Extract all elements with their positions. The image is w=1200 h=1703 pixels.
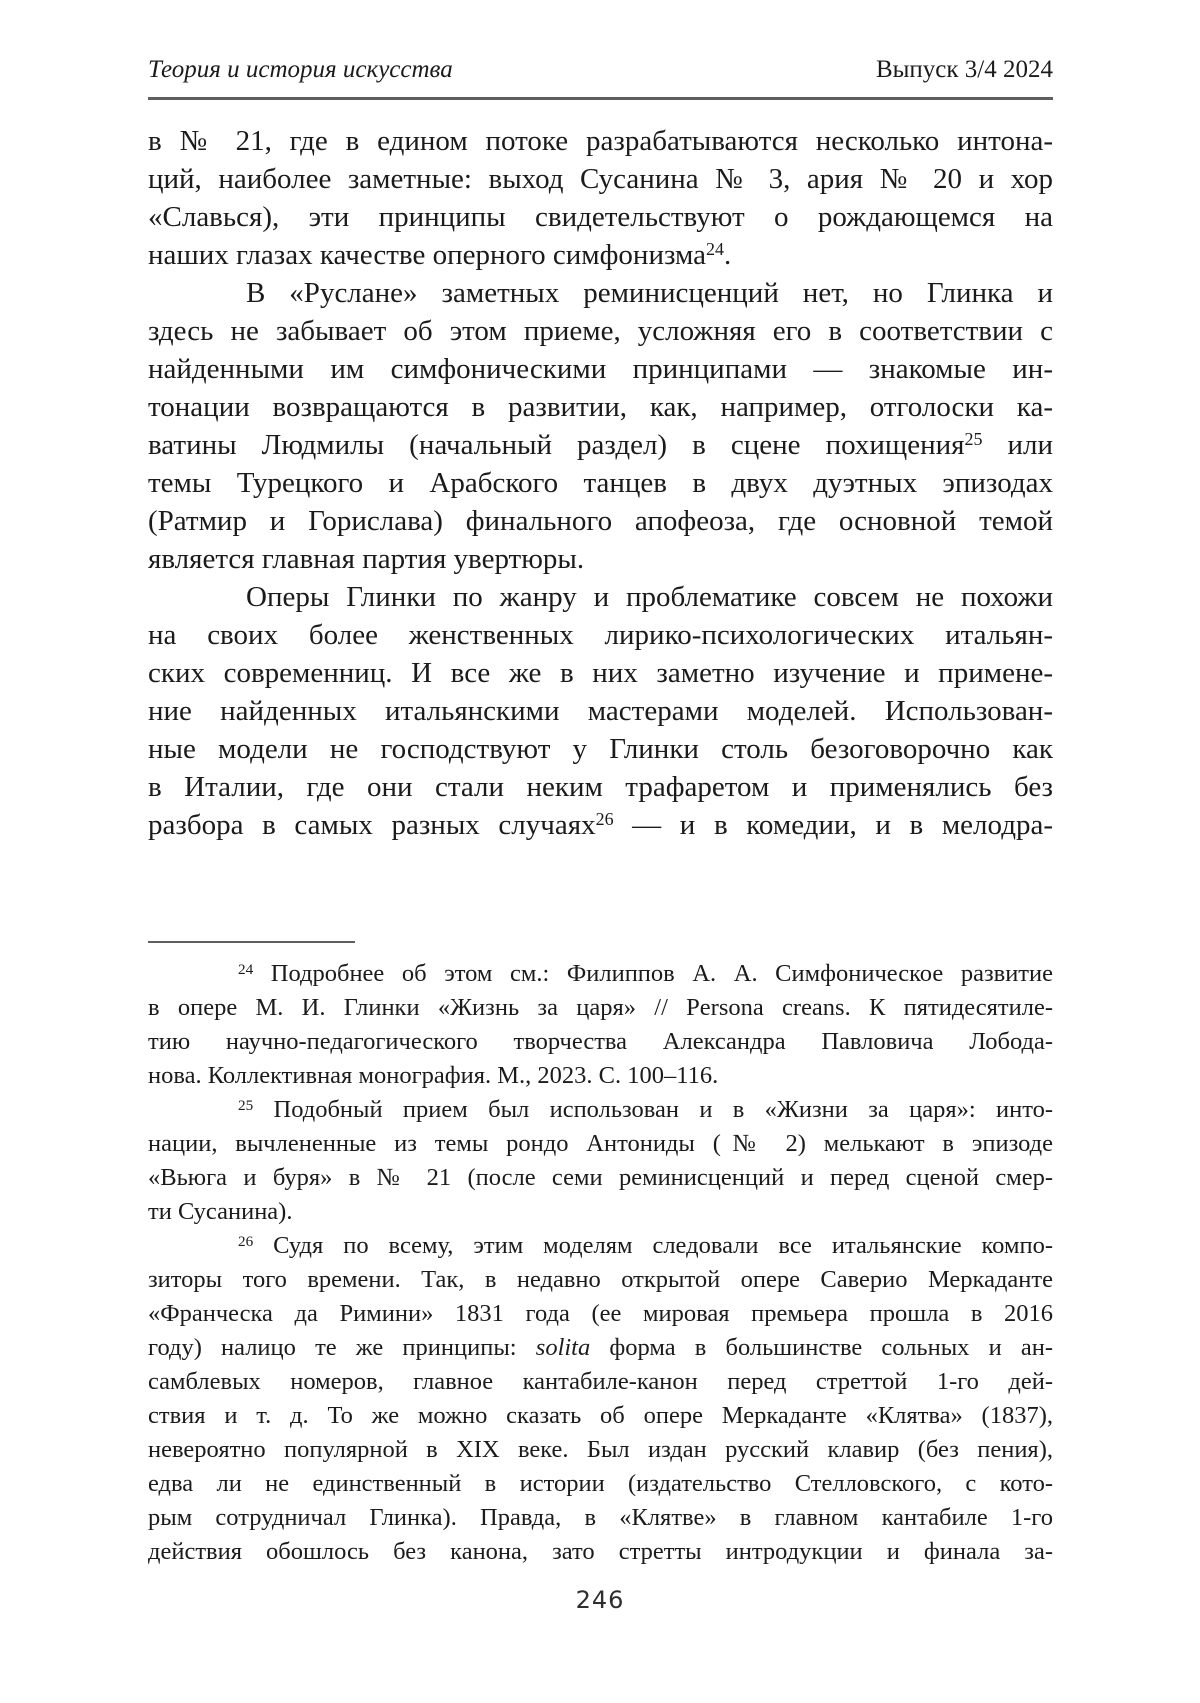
text-line: здесь не забывает об этом приеме, усложняя его в соответствии с bbox=[148, 315, 1053, 347]
text-line: действия обошлось без канона, зато стретты интродукции и финала за- bbox=[148, 1538, 1053, 1565]
body-text bbox=[148, 122, 1053, 844]
issue-label: Выпуск 3/4 2024 bbox=[875, 56, 1053, 83]
text-line: ватины Людмилы (начальный раздел) в сцене похищения$^{25}$ или bbox=[148, 429, 1053, 461]
text-line: году) налицо те же принципы: solita форма в большинстве сольных и ан- bbox=[148, 1334, 1053, 1361]
footnotes bbox=[148, 957, 1053, 1569]
text-line: рым сотрудничал Глинка). Правда, в «Клятве» в главном кантабиле 1-го bbox=[148, 1504, 1053, 1531]
text-line: найденными им симфоническими принципами — знакомые ин- bbox=[148, 353, 1053, 385]
text-line: ные модели не господствуют у Глинки столь безоговорочно как bbox=[148, 733, 1053, 765]
footnote-24 bbox=[148, 957, 1053, 1093]
text-line: ций, наиболее заметные: выход Сусанина № 3, ария № 20 и хор bbox=[148, 163, 1053, 195]
text-line: зиторы того времени. Так, в недавно открытой опере Саверио Меркаданте bbox=[148, 1266, 1053, 1293]
text-line: В «Руслане» заметных реминисценций нет, но Глинка и bbox=[246, 277, 1053, 309]
footnote-separator bbox=[148, 941, 355, 943]
text-line: ских современниц. И все же в них заметно изучение и примене- bbox=[148, 657, 1053, 689]
text-line: в опере М. И. Глинки «Жизнь за царя» // Persona creans. К пятидесятиле- bbox=[148, 994, 1053, 1021]
text-line: самблевых номеров, главное кантабиле-канон перед стреттой 1-го дей- bbox=[148, 1368, 1053, 1395]
text-line: является главная партия увертюры. bbox=[148, 543, 585, 575]
text-line: в Италии, где они стали неким трафаретом и применялись без bbox=[148, 771, 1053, 803]
text-line: ствия и т. д. То же можно сказать об опере Меркаданте «Клятва» (1837), bbox=[148, 1402, 1053, 1429]
body-paragraph-1 bbox=[148, 122, 1053, 274]
text-line: нова. Коллективная монография. М., 2023. С. 100–116. bbox=[148, 1062, 719, 1089]
footnote-26 bbox=[148, 1229, 1053, 1569]
text-line: разбора в самых разных случаях$^{26}$ — и в комедии, и в мелодра- bbox=[148, 809, 1053, 841]
running-header bbox=[148, 56, 1053, 84]
text-line: нации, вычлененные из темы рондо Антониды (№ 2) мелькают в эпизоде bbox=[148, 1130, 1053, 1157]
text-line: едва ли не единственный в истории (издательство Стелловского, с кото- bbox=[148, 1470, 1053, 1497]
journal-section-title: Теория и история искусства bbox=[148, 56, 453, 83]
text-line: ние найденных итальянскими мастерами моделей. Использован- bbox=[148, 695, 1053, 727]
body-paragraph-3 bbox=[148, 578, 1053, 844]
text-line: $^{26}$ Судя по всему, этим моделям следовали все итальянские компо- bbox=[238, 1232, 1053, 1259]
text-line: тию научно-педагогического творчества Александра Павловича Лобода- bbox=[148, 1028, 1053, 1055]
text-line: наших глазах качестве оперного симфонизма$^{24}$. bbox=[148, 239, 732, 271]
footnote-25 bbox=[148, 1093, 1053, 1229]
text-line: тонации возвращаются в развитии, как, например, отголоски ка- bbox=[148, 391, 1053, 423]
body-paragraph-2 bbox=[148, 274, 1053, 578]
header-rule bbox=[148, 97, 1053, 100]
text-line: (Ратмир и Горислава) финального апофеоза, где основной темой bbox=[148, 505, 1053, 537]
text-line: $^{25}$ Подобный прием был использован и в «Жизни за царя»: инто- bbox=[238, 1096, 1053, 1123]
text-line: в № 21, где в едином потоке разрабатываются несколько интона- bbox=[148, 125, 1053, 157]
text-line: «Вьюга и буря» в № 21 (после семи реминисценций и перед сценой смер- bbox=[148, 1164, 1053, 1191]
text-line: «Франческа да Римини» 1831 года (ее мировая премьера прошла в 2016 bbox=[148, 1300, 1053, 1327]
text-line: темы Турецкого и Арабского танцев в двух дуэтных эпизодах bbox=[148, 467, 1053, 499]
text-line: невероятно популярной в XIX веке. Был издан русский клавир (без пения), bbox=[148, 1436, 1053, 1463]
text-line: Оперы Глинки по жанру и проблематике совсем не похожи bbox=[246, 581, 1053, 613]
page-number: 246 bbox=[575, 1586, 625, 1614]
text-line: $^{24}$ Подробнее об этом см.: Филиппов А. А. Симфоническое развитие bbox=[238, 960, 1053, 987]
text-line: на своих более женственных лирико-психологических итальян- bbox=[148, 619, 1053, 651]
text-line: «Славься), эти принципы свидетельствуют о рождающемся на bbox=[148, 201, 1053, 233]
text-line: ти Сусанина). bbox=[148, 1198, 293, 1225]
